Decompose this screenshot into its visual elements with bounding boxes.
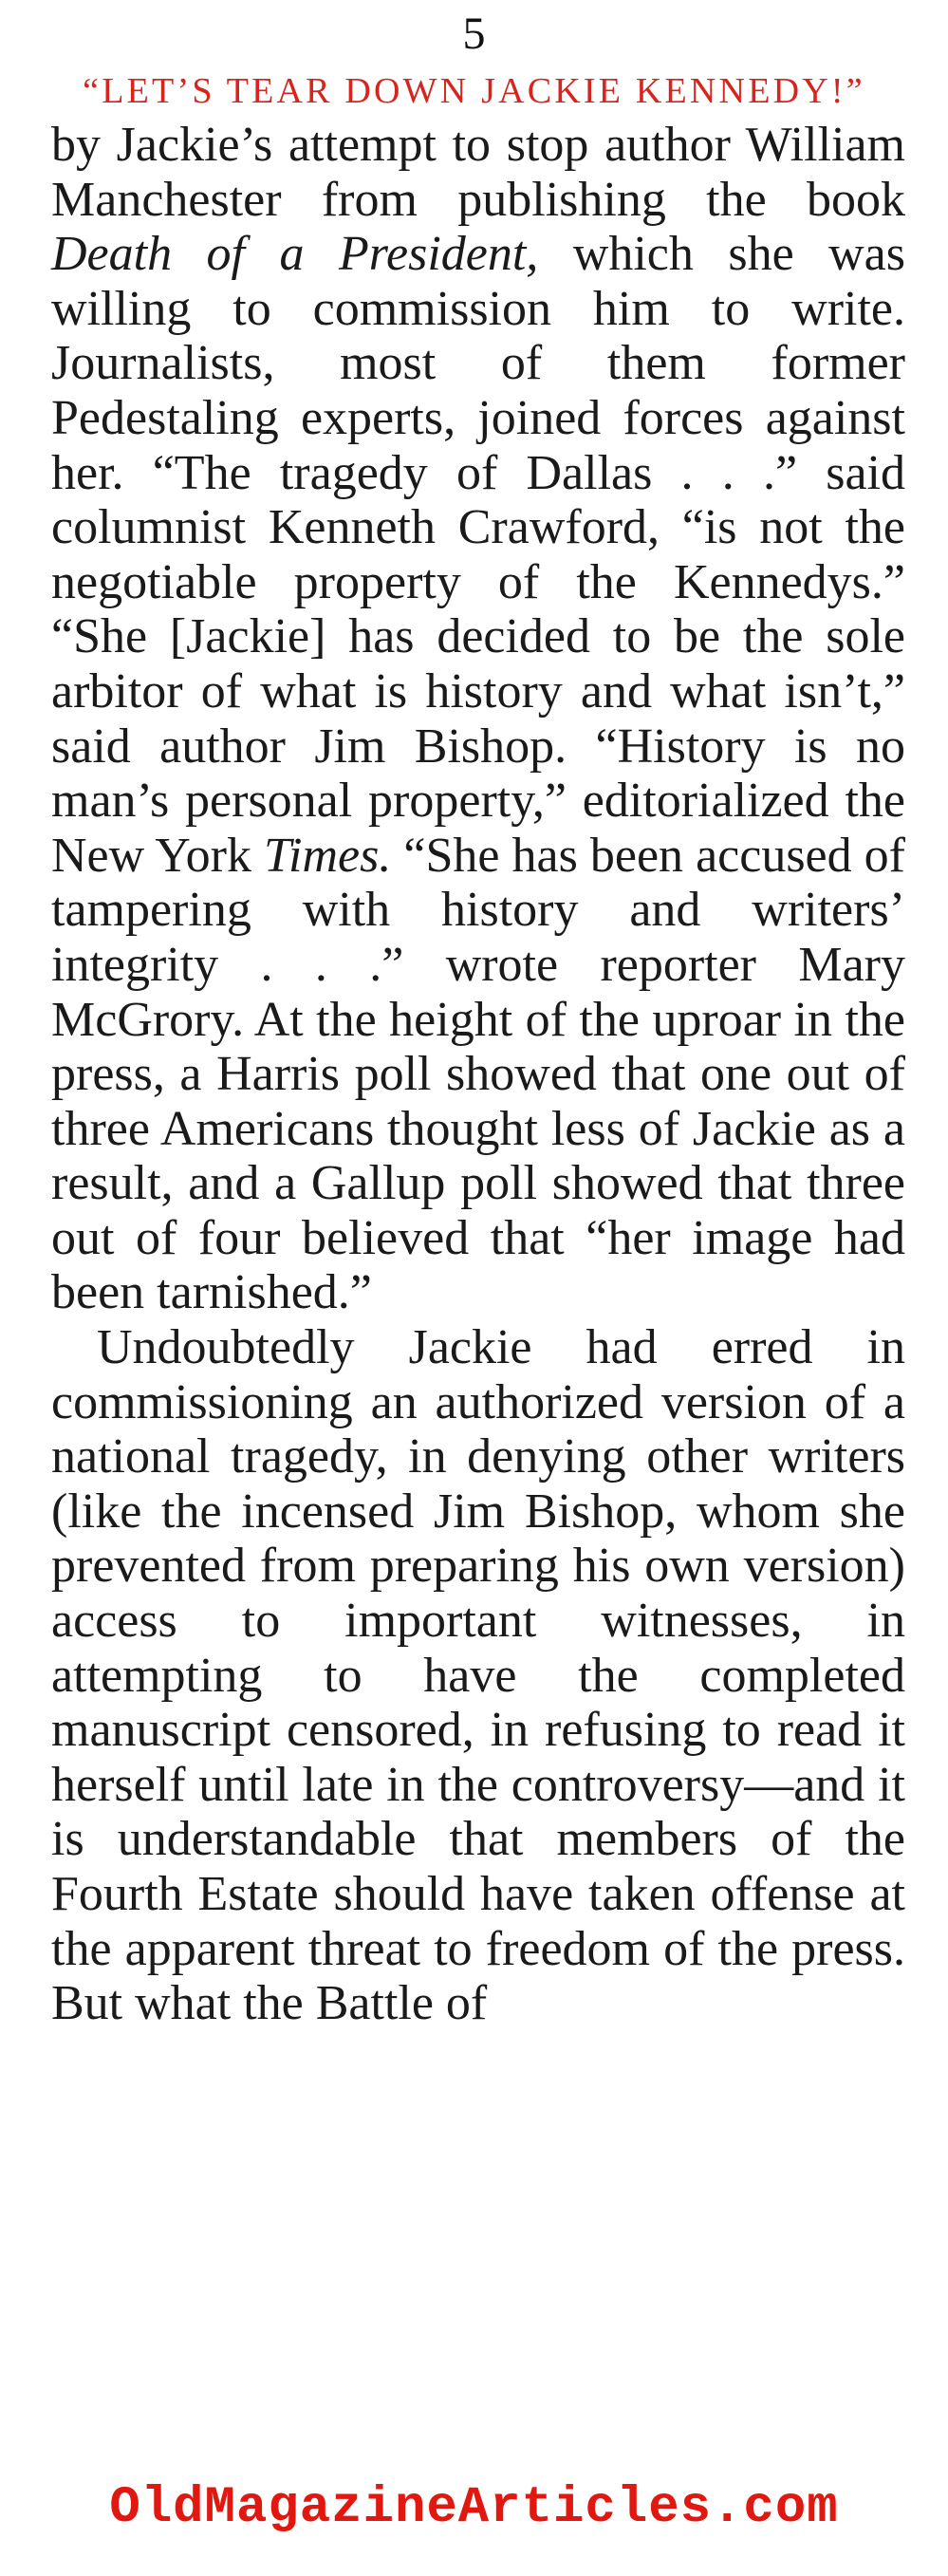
article-body (51, 118, 905, 2031)
article-paragraph-1 (51, 118, 905, 1320)
paragraph-1-text-b: which she was willing to commission him to write. Journalists, most of them former Pedestaling experts, joined forces against her. “The tragedy of Dallas . . .” said columnist Kenneth Crawford, “is not the negotiable property of the Kennedys.” “She [Jackie] has decided to be the sole arbitor of what is history and what isn’t,” said author Jim Bishop. “History is no man’s personal property,” editorialized the New York (51, 227, 905, 883)
page-number: 5 (462, 9, 486, 59)
paragraph-1-text-c: “She has been accused of tampering with history and writers’ integrity . . .” wrote reporter Mary McGrory. At the height of the uproar in the press, a Harris poll showed that one out of three Americans thought less of Jackie as a result, and a Gallup poll showed that three out of four believed that “her image had been tarnished.” (51, 828, 905, 1320)
footer (0, 2456, 948, 2576)
site-watermark: OldMagazineArticles.com (109, 2479, 839, 2537)
book-title-italic: Death of a President, (51, 227, 539, 282)
newspaper-title-italic: Times. (264, 828, 392, 883)
running-head-title: “LET’S TEAR DOWN JACKIE KENNEDY!” (83, 71, 865, 111)
article-paragraph-2: Undoubtedly Jackie had erred in commissioning an authorized version of a national tragedy, in denying other writers (like the incensed Jim Bishop, whom she prevented from preparing his own version) access to important witnesses, in attempting to have the completed manuscript censored, in refusing to read it herself until late in the controversy—and it is understandable that members of the Fourth Estate should have taken offense at the apparent threat to freedom of the press. But what the Battle of (51, 1320, 905, 2031)
paragraph-1-text-a: by Jackie’s attempt to stop author William Manchester from publishing the book (51, 118, 905, 227)
